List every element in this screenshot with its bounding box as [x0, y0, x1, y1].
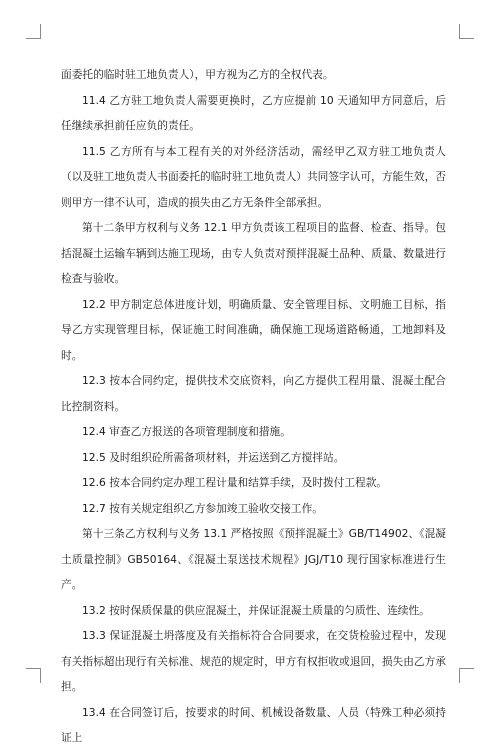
paragraph-12-7: 12.7 按有关规定组织乙方参加竣工验收交接工作。 [82, 501, 323, 515]
paragraph-13-2: 13.2 按时保质保量的供应混凝土，并保证混凝土质量的匀质性、连续性。 [82, 603, 430, 617]
paragraph-article-13: 第十三条乙方权利与义务 13.1 严格按照《预拌混凝土》GB/T14902、《混凝土质量控制》GB50164、《混凝土泵送技术规程》JGJ/T10 现行国家标准进行生产。 [61, 527, 446, 591]
crop-mark-bottom-left [26, 668, 41, 683]
paragraph-11-5: 11.5 乙方所有与本工程有关的对外经济活动，需经甲乙双方驻工地负责人（以及驻工地负责人书面委托的临时驻工地负责人）共同签字认可，方能生效，否则甲方一律不认可，造成的损失由乙方无条件全部承担。 [61, 144, 446, 209]
paragraph-12-4: 12.4 审查乙方报送的各项管理制度和措施。 [82, 425, 291, 438]
paragraph-11-4: 11.4 乙方驻工地负责人需要更换时，乙方应提前 10 天通知甲方同意后，后任继续承担前任应负的责任。 [61, 93, 446, 132]
paragraph-12-2: 12.2 甲方制定总体进度计划，明确质量、安全管理目标、文明施工目标，指导乙方实现管理目标，保证施工时间准确，确保施工现场道路畅通，工地卸料及时。 [61, 297, 446, 362]
document-body [61, 62, 446, 751]
paragraph-13-4: 13.4 在合同签订后，按要求的时间、机械设备数量、人员（特殊工种必须持证上 [61, 705, 446, 744]
paragraph-12-5: 12.5 及时组织砼所需备项材料，并运送到乙方搅拌站。 [82, 450, 345, 464]
paragraph-article-12: 第十二条甲方权利与义务 12.1 甲方负责该工程项目的监督、检查、指导。包括混凝土运输车辆到达施工现场，由专人负责对预拌混凝土品种、质量、数量进行检查与验收。 [61, 221, 446, 285]
crop-mark-top-right [459, 24, 474, 39]
crop-mark-bottom-right [459, 668, 474, 683]
paragraph-12-3: 12.3 按本合同约定，提供技术交底资料，向乙方提供工程用量、混凝土配合比控制资料。 [61, 374, 446, 413]
paragraph-12-6: 12.6 按本合同约定办理工程计量和结算手续，及时拨付工程款。 [82, 476, 388, 489]
crop-mark-top-left [26, 24, 41, 39]
paragraph-continuation: 面委托的临时驻工地负责人），甲方视为乙方的全权代表。 [61, 68, 334, 81]
paragraph-13-3: 13.3 保证混凝土坍落度及有关指标符合合同要求，在交货检验过程中，发现有关指标超出现行有关标准、规范的规定时，甲方有权拒收或退回，损失由乙方承担。 [61, 629, 446, 693]
